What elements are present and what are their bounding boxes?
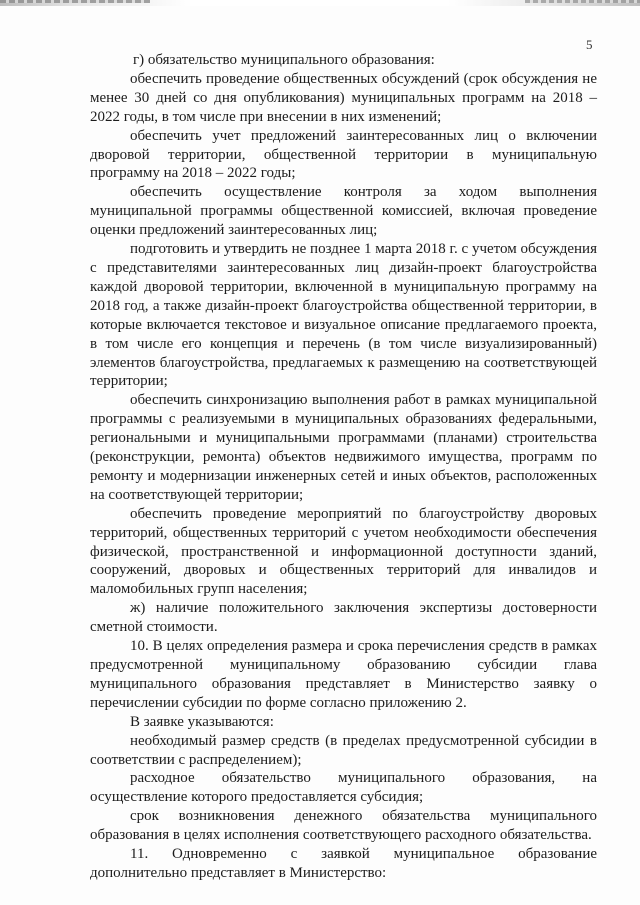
page-number: 5 — [586, 37, 593, 52]
paragraph-synchronization: обеспечить синхронизацию выполнения работ в рамках муниципальной программы с реализуемыми в муниципальных образованиях федеральными, региональными и муниципальными программами (планами) строительства (реконструкции, ремонта) объектов недвижимого имущества, программ по ремонту и модернизации инженерных сетей и иных объектов, расположенных на соответствующей территории; — [90, 392, 597, 503]
scan-mark-right — [525, 0, 640, 3]
paragraph-expense-obligation: расходное обязательство муниципального образования, на осуществление которого предоставляется субсидия; — [90, 770, 597, 806]
paragraph-design-project: подготовить и утвердить не позднее 1 марта 2018 г. с учетом обсуждения с представителями заинтересованных лиц дизайн-проект благоустройства каждой дворовой территории, включенной в муниципальную программу на 2018 год, а также дизайн-проект благоустройства общественной территории, в которые включается текстовое и визуальное описание предлагаемого проекта, в том числе его концепция и перечень (в том числе визуализированный) элементов благоустройства, предлагаемых к размещению на соответствующей территории; — [90, 241, 597, 390]
paragraph-accessibility: обеспечить проведение мероприятий по благоустройству дворовых территорий, общественных территорий с учетом необходимости обеспечения физической, пространственной и информационной доступности зданий, сооружений, дворовых и общественных территорий для инвалидов и маломобильных групп населения; — [90, 505, 597, 598]
document-body — [90, 51, 597, 883]
paragraph-section-11: 11. Одновременно с заявкой муниципальное образование дополнительно представляет в Министерство: — [90, 846, 597, 881]
paragraph-expertise: ж) наличие положительного заключения экспертизы достоверности сметной стоимости. — [90, 600, 597, 636]
paragraph-section-10: 10. В целях определения размера и срока перечисления средств в рамках предусмотренной муниципальному образованию субсидии глава муниципального образования представляет в Министерство заявку о перечислении субсидии по форме согласно приложению 2. — [90, 638, 597, 711]
paragraph-commission-control: обеспечить осуществление контроля за ходом выполнения муниципальной программы общественной комиссией, включая проведение оценки предложений заинтересованных лиц; — [90, 184, 597, 239]
paragraph-obligation-heading: г) обязательство муниципального образования: — [133, 52, 435, 68]
paragraph-application-contents: В заявке указываются: — [130, 713, 274, 730]
paragraph-obligation-term: срок возникновения денежного обязательства муниципального образования в целях исполнения соответствующего расходного обязательства. — [90, 808, 597, 844]
paragraph-proposals-accounting: обеспечить учет предложений заинтересованных лиц о включении дворовой территории, общественной территории в муниципальную программу на 2018 – 2022 годы; — [90, 127, 597, 182]
scan-mark-left — [0, 0, 150, 3]
paragraph-public-discussion: обеспечить проведение общественных обсуждений (срок обсуждения не менее 30 дней со дня опубликования) муниципальных программ на 2018 – 2022 годы, в том числе при внесении в них изменений; — [90, 70, 597, 125]
paragraph-required-funds: необходимый размер средств (в пределах предусмотренной субсидии в соответствии с распределением); — [90, 732, 597, 768]
